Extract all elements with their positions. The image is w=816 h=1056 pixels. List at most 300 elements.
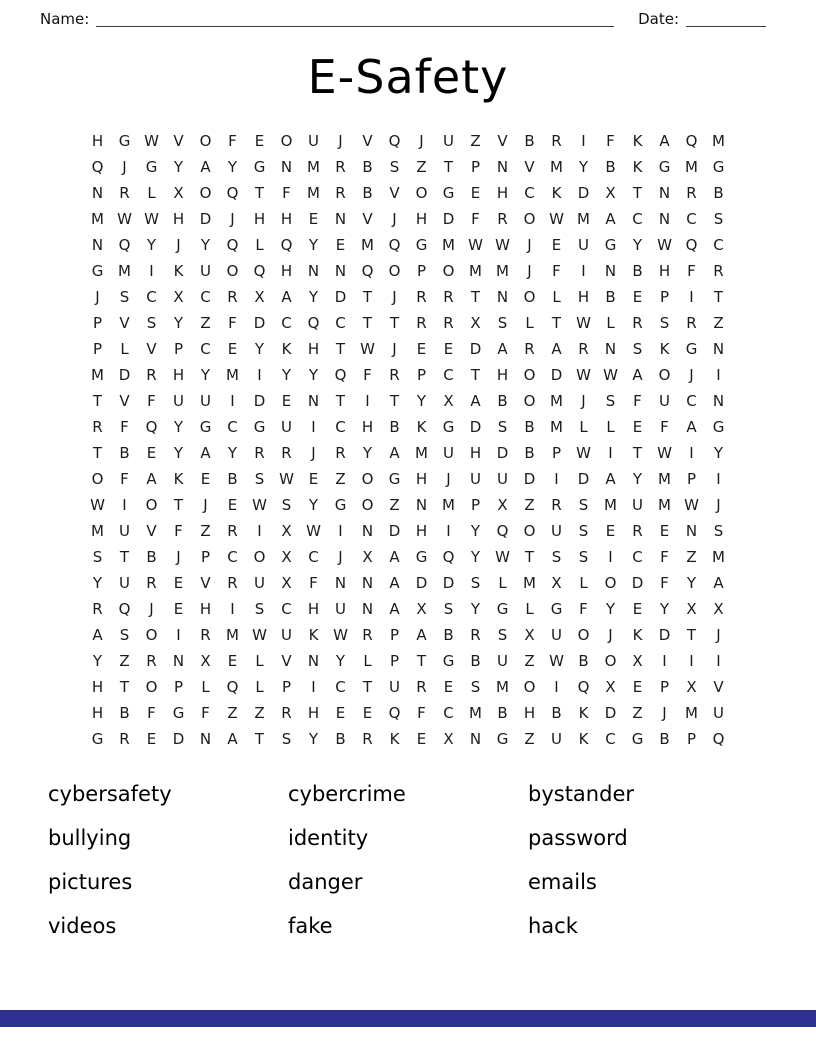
grid-letter: W: [90, 496, 105, 514]
grid-letter: R: [713, 262, 724, 280]
grid-letter: E: [416, 340, 427, 358]
grid-letter: Y: [470, 548, 481, 566]
grid-letter: O: [145, 626, 158, 644]
grid-letter: X: [497, 496, 508, 514]
grid-letter: G: [685, 340, 698, 358]
grid-letter: F: [201, 704, 210, 722]
grid-letter: W: [360, 340, 375, 358]
grid-letter: G: [442, 652, 455, 670]
grid-letter: Q: [280, 236, 293, 254]
grid-letter: S: [497, 418, 508, 436]
grid-letter: B: [119, 444, 130, 462]
grid-letter: I: [338, 522, 343, 540]
grid-letter: H: [577, 288, 590, 306]
grid-letter: J: [419, 132, 424, 150]
grid-letter: R: [524, 340, 535, 358]
grid-letter: C: [686, 210, 697, 228]
grid-letter: I: [689, 652, 694, 670]
grid-letter: U: [308, 132, 319, 150]
grid-letter: F: [471, 210, 480, 228]
grid-letter: T: [362, 314, 373, 332]
grid-letter: W: [549, 652, 564, 670]
grid-letter: M: [685, 158, 698, 176]
grid-letter: J: [176, 236, 181, 254]
grid-letter: W: [117, 210, 132, 228]
grid-letter: C: [632, 548, 643, 566]
grid-letter: Y: [632, 470, 643, 488]
grid-letter: M: [442, 236, 455, 254]
name-date-row: [0, 0, 816, 28]
grid-letter: G: [91, 730, 104, 748]
grid-letter: G: [658, 158, 671, 176]
grid-letter: D: [388, 522, 401, 540]
grid-letter: E: [281, 392, 292, 410]
grid-letter: Z: [254, 704, 265, 722]
grid-letter: Y: [308, 236, 319, 254]
grid-letter: W: [252, 496, 267, 514]
grid-letter: N: [334, 210, 347, 228]
grid-letter: E: [173, 600, 184, 618]
grid-letter: V: [362, 210, 373, 228]
grid-letter: M: [361, 236, 374, 254]
grid-letter: M: [442, 496, 455, 514]
grid-letter: I: [554, 678, 559, 696]
grid-letter: J: [392, 288, 397, 306]
grid-letter: O: [361, 496, 374, 514]
grid-letter: F: [633, 392, 642, 410]
grid-letter: D: [469, 418, 482, 436]
grid-letter: N: [307, 652, 320, 670]
grid-letter: E: [362, 704, 373, 722]
grid-letter: C: [227, 418, 238, 436]
grid-letter: G: [388, 470, 401, 488]
grid-letter: N: [91, 236, 104, 254]
grid-letter: Q: [334, 366, 347, 384]
grid-letter: E: [443, 340, 454, 358]
grid-letter: D: [415, 574, 428, 592]
grid-letter: X: [605, 678, 616, 696]
grid-letter: S: [146, 314, 157, 332]
grid-letter: N: [361, 600, 374, 618]
grid-letter: F: [606, 132, 615, 150]
grid-letter: P: [686, 470, 697, 488]
grid-letter: N: [307, 392, 320, 410]
grid-letter: X: [686, 678, 697, 696]
grid-letter: H: [307, 340, 320, 358]
grid-letter: C: [605, 730, 616, 748]
grid-letter: A: [389, 444, 400, 462]
grid-letter: A: [713, 574, 724, 592]
grid-letter: J: [230, 210, 235, 228]
grid-letter: Q: [712, 730, 725, 748]
grid-letter: S: [578, 548, 589, 566]
grid-letter: R: [551, 132, 562, 150]
grid-letter: A: [605, 470, 616, 488]
grid-letter: R: [497, 210, 508, 228]
grid-letter: B: [578, 652, 589, 670]
grid-letter: H: [523, 704, 536, 722]
grid-letter: S: [389, 158, 400, 176]
grid-letter: P: [92, 314, 103, 332]
grid-letter: L: [201, 678, 210, 696]
grid-letter: U: [119, 574, 130, 592]
grid-letter: A: [470, 392, 481, 410]
grid-letter: I: [311, 418, 316, 436]
grid-letter: I: [365, 392, 370, 410]
grid-letter: K: [308, 626, 319, 644]
grid-letter: W: [306, 522, 321, 540]
grid-letter: Z: [416, 158, 427, 176]
grid-letter: U: [551, 626, 562, 644]
grid-letter: O: [523, 366, 536, 384]
grid-letter: V: [497, 132, 508, 150]
word-item: hack: [528, 914, 578, 938]
grid-letter: U: [443, 132, 454, 150]
grid-letter: G: [118, 132, 131, 150]
grid-letter: J: [311, 444, 316, 462]
grid-letter: F: [282, 184, 291, 202]
grid-letter: L: [525, 314, 534, 332]
grid-letter: M: [226, 626, 239, 644]
grid-letter: N: [361, 574, 374, 592]
grid-letter: E: [335, 236, 346, 254]
grid-letter: D: [577, 184, 590, 202]
grid-letter: J: [338, 548, 343, 566]
grid-letter: D: [658, 626, 671, 644]
grid-letter: F: [174, 522, 183, 540]
grid-letter: U: [335, 600, 346, 618]
grid-letter: L: [147, 184, 156, 202]
grid-letter: T: [470, 366, 481, 384]
grid-letter: C: [335, 314, 346, 332]
grid-letter: M: [550, 392, 563, 410]
grid-letter: C: [335, 418, 346, 436]
grid-letter: J: [581, 392, 586, 410]
grid-letter: T: [119, 678, 130, 696]
grid-letter: M: [577, 210, 590, 228]
grid-letter: F: [309, 574, 318, 592]
grid-letter: M: [604, 496, 617, 514]
grid-letter: S: [254, 600, 265, 618]
grid-letter: T: [470, 288, 481, 306]
grid-letter: Y: [308, 288, 319, 306]
grid-letter: T: [443, 158, 454, 176]
grid-letter: T: [389, 314, 400, 332]
grid-letter: T: [713, 288, 724, 306]
grid-letter: N: [334, 262, 347, 280]
grid-letter: I: [149, 262, 154, 280]
grid-letter: I: [446, 522, 451, 540]
grid-letter: C: [281, 600, 292, 618]
word-item: bullying: [48, 826, 132, 850]
grid-letter: S: [605, 392, 616, 410]
grid-letter: D: [334, 288, 347, 306]
grid-letter: E: [227, 652, 238, 670]
grid-letter: Z: [713, 314, 724, 332]
grid-letter: I: [230, 392, 235, 410]
grid-letter: S: [254, 470, 265, 488]
grid-letter: R: [551, 496, 562, 514]
grid-letter: F: [660, 574, 669, 592]
grid-letter: N: [496, 158, 509, 176]
grid-letter: R: [281, 444, 292, 462]
grid-letter: S: [551, 548, 562, 566]
grid-letter: F: [660, 418, 669, 436]
grid-letter: Q: [226, 678, 239, 696]
grid-letter: Y: [281, 366, 292, 384]
grid-letter: B: [389, 418, 400, 436]
grid-letter: J: [527, 262, 532, 280]
grid-letter: O: [523, 522, 536, 540]
grid-letter: D: [253, 314, 266, 332]
grid-letter: V: [173, 132, 184, 150]
word-item: pictures: [48, 870, 133, 894]
grid-letter: X: [254, 288, 265, 306]
grid-letter: N: [361, 522, 374, 540]
grid-letter: D: [199, 210, 212, 228]
grid-letter: X: [713, 600, 724, 618]
grid-letter: W: [657, 236, 672, 254]
grid-letter: X: [416, 600, 427, 618]
grid-letter: B: [605, 288, 616, 306]
word-item: fake: [288, 914, 333, 938]
grid-letter: L: [363, 652, 372, 670]
grid-letter: P: [92, 340, 103, 358]
grid-letter: H: [415, 522, 428, 540]
grid-letter: W: [576, 444, 591, 462]
grid-letter: R: [254, 444, 265, 462]
grid-letter: M: [469, 262, 482, 280]
grid-letter: O: [280, 132, 293, 150]
grid-letter: B: [443, 626, 454, 644]
grid-letter: L: [579, 418, 588, 436]
grid-letter: Y: [470, 600, 481, 618]
grid-letter: B: [497, 392, 508, 410]
grid-letter: U: [551, 730, 562, 748]
grid-letter: Q: [442, 548, 455, 566]
grid-letter: Y: [173, 158, 184, 176]
grid-letter: V: [713, 678, 724, 696]
grid-letter: U: [173, 392, 184, 410]
grid-letter: Y: [92, 652, 103, 670]
grid-letter: N: [172, 652, 185, 670]
grid-letter: I: [716, 652, 721, 670]
grid-letter: T: [551, 314, 562, 332]
grid-letter: M: [91, 210, 104, 228]
grid-letter: H: [280, 262, 293, 280]
grid-letter: G: [631, 730, 644, 748]
grid-letter: R: [227, 522, 238, 540]
grid-letter: O: [253, 548, 266, 566]
grid-letter: E: [443, 678, 454, 696]
grid-letter: Z: [389, 496, 400, 514]
grid-letter: T: [119, 548, 130, 566]
grid-letter: G: [91, 262, 104, 280]
grid-letter: G: [172, 704, 185, 722]
grid-letter: V: [281, 652, 292, 670]
word-list: [0, 772, 816, 948]
grid-letter: S: [92, 548, 103, 566]
grid-letter: E: [335, 704, 346, 722]
grid-letter: O: [604, 574, 617, 592]
grid-letter: J: [608, 626, 613, 644]
grid-letter: G: [253, 418, 266, 436]
grid-letter: N: [496, 288, 509, 306]
grid-letter: E: [551, 236, 562, 254]
grid-letter: O: [523, 288, 536, 306]
grid-letter: X: [605, 184, 616, 202]
grid-letter: Q: [577, 678, 590, 696]
grid-letter: J: [716, 496, 721, 514]
grid-letter: U: [497, 470, 508, 488]
grid-letter: V: [146, 340, 157, 358]
grid-letter: B: [524, 444, 535, 462]
grid-letter: S: [713, 522, 724, 540]
grid-letter: Z: [470, 132, 481, 150]
grid-letter: W: [333, 626, 348, 644]
grid-letter: T: [416, 652, 427, 670]
grid-letter: X: [200, 652, 211, 670]
grid-letter: R: [146, 652, 157, 670]
grid-letter: E: [632, 418, 643, 436]
grid-letter: W: [576, 314, 591, 332]
grid-letter: T: [389, 392, 400, 410]
grid-letter: R: [146, 366, 157, 384]
grid-letter: M: [712, 132, 725, 150]
grid-letter: G: [550, 600, 563, 618]
grid-letter: P: [416, 262, 427, 280]
grid-letter: M: [469, 704, 482, 722]
grid-letter: H: [361, 418, 374, 436]
grid-letter: M: [658, 496, 671, 514]
grid-letter: M: [550, 418, 563, 436]
grid-letter: H: [469, 444, 482, 462]
grid-letter: S: [281, 496, 292, 514]
grid-letter: C: [443, 366, 454, 384]
word-item: danger: [288, 870, 363, 894]
grid-letter: P: [389, 626, 400, 644]
grid-letter: H: [172, 366, 185, 384]
grid-letter: M: [118, 262, 131, 280]
grid-letter: E: [227, 340, 238, 358]
grid-letter: H: [496, 184, 509, 202]
grid-letter: M: [415, 444, 428, 462]
grid-letter: T: [254, 730, 265, 748]
grid-letter: Q: [685, 132, 698, 150]
grid-letter: M: [496, 262, 509, 280]
grid-letter: N: [280, 158, 293, 176]
grid-letter: R: [389, 366, 400, 384]
grid-letter: O: [199, 132, 212, 150]
grid-letter: Q: [496, 522, 509, 540]
grid-letter: N: [604, 340, 617, 358]
grid-letter: G: [415, 548, 428, 566]
grid-letter: J: [122, 158, 127, 176]
grid-letter: Z: [524, 496, 535, 514]
grid-letter: P: [281, 678, 292, 696]
grid-letter: I: [257, 366, 262, 384]
grid-letter: E: [416, 730, 427, 748]
grid-letter: Z: [632, 704, 643, 722]
grid-letter: U: [578, 236, 589, 254]
grid-letter: I: [581, 132, 586, 150]
grid-letter: P: [173, 340, 184, 358]
grid-letter: M: [496, 678, 509, 696]
grid-letter: B: [659, 730, 670, 748]
grid-letter: K: [416, 418, 427, 436]
grid-letter: H: [307, 704, 320, 722]
grid-letter: G: [496, 600, 509, 618]
grid-letter: P: [200, 548, 211, 566]
grid-letter: O: [523, 678, 536, 696]
grid-letter: Y: [632, 236, 643, 254]
grid-letter: P: [551, 444, 562, 462]
grid-letter: S: [632, 340, 643, 358]
grid-letter: Y: [173, 314, 184, 332]
grid-letter: E: [308, 210, 319, 228]
grid-letter: I: [716, 470, 721, 488]
grid-letter: C: [713, 236, 724, 254]
grid-letter: R: [416, 314, 427, 332]
grid-letter: R: [470, 626, 481, 644]
grid-letter: Z: [200, 522, 211, 540]
grid-letter: F: [363, 366, 372, 384]
grid-letter: D: [577, 470, 590, 488]
grid-letter: T: [92, 444, 103, 462]
grid-letter: I: [230, 600, 235, 618]
grid-letter: H: [496, 366, 509, 384]
grid-letter: G: [712, 158, 725, 176]
grid-letter: O: [199, 184, 212, 202]
grid-letter: M: [226, 366, 239, 384]
grid-letter: X: [470, 314, 481, 332]
grid-letter: A: [389, 548, 400, 566]
grid-letter: N: [685, 522, 698, 540]
grid-letter: E: [308, 470, 319, 488]
grid-letter: R: [119, 730, 130, 748]
grid-letter: L: [255, 236, 264, 254]
grid-letter: G: [199, 418, 212, 436]
grid-letter: U: [200, 262, 211, 280]
grid-letter: H: [253, 210, 266, 228]
grid-letter: B: [470, 652, 481, 670]
grid-letter: X: [281, 522, 292, 540]
grid-letter: I: [122, 496, 127, 514]
grid-letter: J: [689, 366, 694, 384]
grid-letter: Y: [470, 522, 481, 540]
date-blank-line: [686, 10, 766, 27]
grid-letter: A: [659, 132, 670, 150]
grid-letter: S: [659, 314, 670, 332]
grid-letter: J: [527, 236, 532, 254]
grid-letter: M: [91, 366, 104, 384]
grid-letter: Z: [524, 730, 535, 748]
grid-letter: I: [716, 366, 721, 384]
grid-letter: C: [200, 288, 211, 306]
grid-letter: U: [254, 574, 265, 592]
grid-letter: M: [712, 548, 725, 566]
grid-letter: A: [416, 626, 427, 644]
grid-letter: S: [281, 730, 292, 748]
grid-letter: F: [687, 262, 696, 280]
grid-letter: E: [146, 730, 157, 748]
grid-letter: A: [497, 340, 508, 358]
grid-letter: S: [497, 626, 508, 644]
grid-letter: A: [632, 366, 643, 384]
grid-letter: B: [119, 704, 130, 722]
grid-letter: L: [255, 678, 264, 696]
grid-letter: R: [632, 314, 643, 332]
